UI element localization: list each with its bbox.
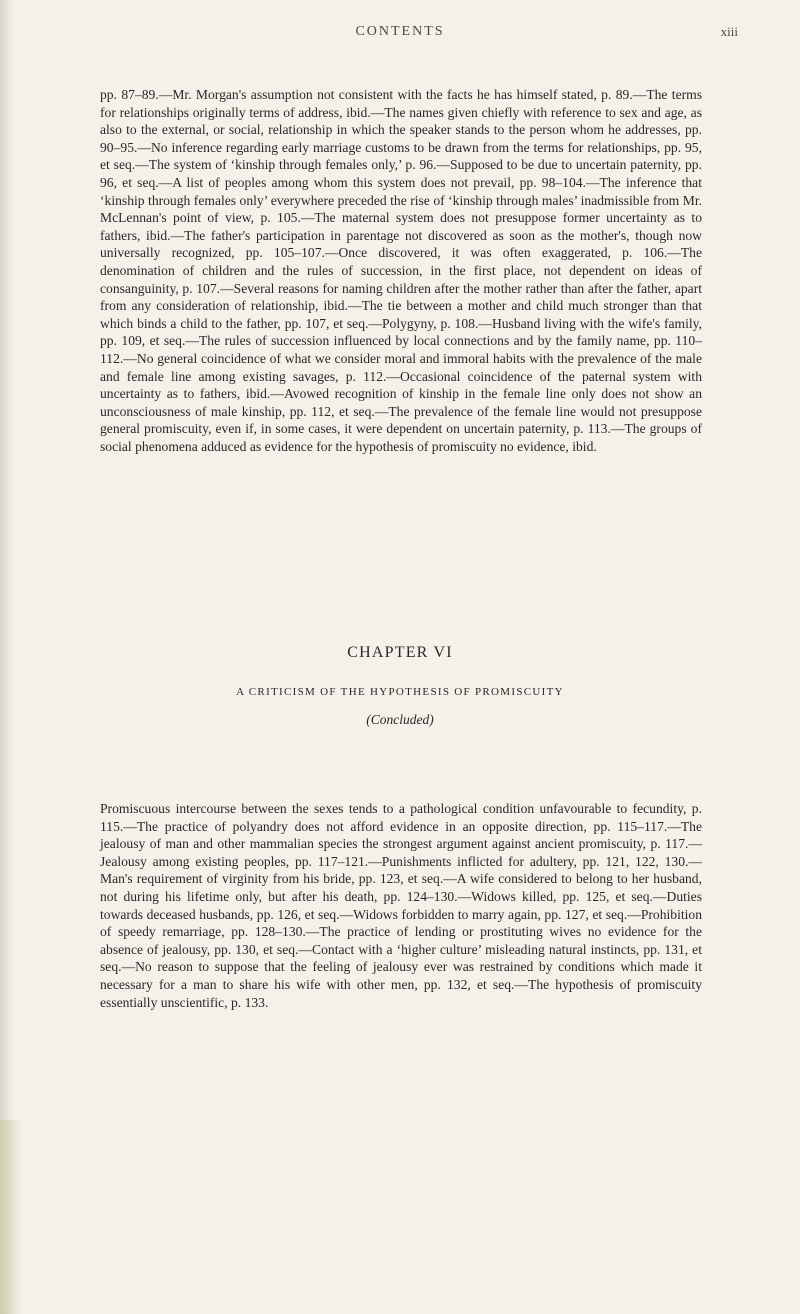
page-number: xiii [720, 24, 738, 39]
chapter-vi-summary-paragraph: Promiscuous intercourse between the sexes tends to a pathological condition unfavourable to fecundity, p. 115.—The practice of polyandry does not afford evidence in an opposite direction, pp. 115–117.—The jealousy of man and other mammalian species the strongest argument against ancient promiscuity, p. 117.—Jealousy among existing peoples, pp. 117–121.—Punishments inflicted for adultery, pp. 121, 122, 130.—Man's requirement of virginity from his bride, pp. 123, et seq.—A wife considered to belong to her husband, not during his lifetime only, but after his death, pp. 124–130.—Widows killed, pp. 125, et seq.—Duties towards deceased husbands, pp. 126, et seq.—Widows forbidden to marry again, pp. 127, et seq.—Prohibition of speedy remarriage, pp. 128–130.—The practice of lending or prostituting wives no evidence for the absence of jealousy, pp. 130, et seq.—Contact with a ‘higher culture’ misleading natural instincts, pp. 131, et seq.—No reason to suppose that the feeling of jealousy ever was restrained by conditions which made it necessary for a man to share his wife with other men, pp. 132, et seq.—The hypothesis of promiscuity essentially unscientific, p. 133. [100, 801, 702, 1010]
running-head: CONTENTS [355, 24, 445, 39]
chapter-v-summary-paragraph: pp. 87–89.—Mr. Morgan's assumption not consistent with the facts he has himself stated, p. 89.—The terms for relationships originally terms of address, ibid.—The names given chiefly with reference to sex and age, as also to the external, or social, relationship in which the speaker stands to the person whom he addresses, pp. 90–95.—No inference regarding early marriage customs to be drawn from the terms for relationships, pp. 95, et seq.—The system of ‘kinship through females only,’ p. 96.—Supposed to be due to uncertain paternity, pp. 96, et seq.—A list of peoples among whom this system does not prevail, pp. 98–104.—The inference that ‘kinship through females only’ everywhere preceded the rise of ‘kinship through males’ inadmissible from Mr. McLennan's point of view, p. 105.—The maternal system does not presuppose former uncertainty as to fathers, ibid.—The father's participation in parentage not discovered as soon as the mother's, though now universally recognized, pp. 105–107.—Once discovered, it was often exaggerated, p. 106.—The denomination of children and the rules of succession, in the first place, not dependent on ideas of consanguinity, p. 107.—Several reasons for naming children after the mother rather than after the father, apart from any consideration of relationship, ibid.—The tie between a mother and child much stronger than that which binds a child to the father, pp. 107, et seq.—Polygyny, p. 108.—Husband living with the wife's family, pp. 109, et seq.—The rules of succession influenced by local connections and by the family name, pp. 110–112.—No general coincidence of what we consider moral and immoral habits with the prevalence of the male and female line among existing savages, p. 112.—Occasional coincidence of the paternal system with uncertainty as to fathers, ibid.—Avowed recognition of kinship in the female line only does not show an unconsciousness of male kinship, pp. 112, et seq.—The prevalence of the female line would not presuppose general promiscuity, even if, in some cases, it were dependent on uncertain paternity, p. 113.—The groups of social phenomena adduced as evidence for the hypothesis of promiscuity no evidence, ibid. [100, 87, 702, 454]
chapter-note: (Concluded) [366, 712, 434, 727]
chapter-subtitle: A CRITICISM OF THE HYPOTHESIS OF PROMISCUITY [236, 686, 564, 698]
chapter-heading: CHAPTER VI [347, 644, 453, 661]
page-edge-stain [0, 1120, 24, 1314]
